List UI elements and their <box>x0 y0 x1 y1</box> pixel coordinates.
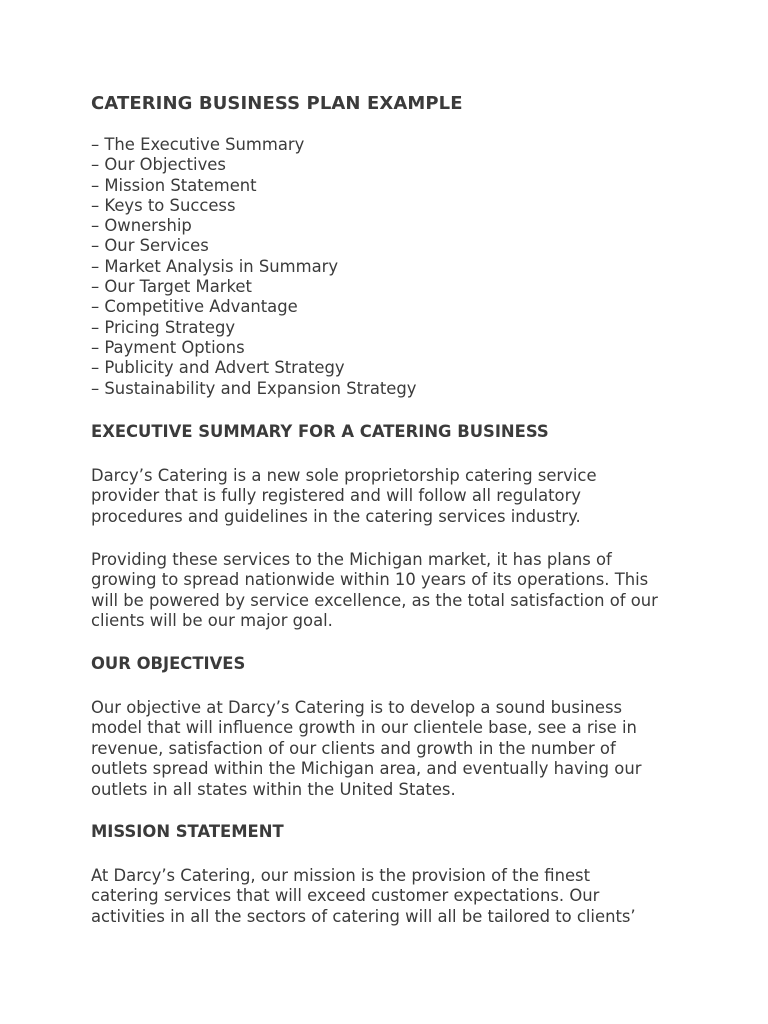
executive-summary-heading: EXECUTIVE SUMMARY FOR A CATERING BUSINESS <box>91 422 549 441</box>
toc-item: – Competitive Advantage <box>91 297 298 317</box>
text-line: clients will be our major goal. <box>91 611 333 631</box>
toc-item: – Our Services <box>91 236 209 256</box>
text-line: provider that is fully registered and will follow all regulatory <box>91 486 582 506</box>
document-title: CATERING BUSINESS PLAN EXAMPLE <box>91 93 463 114</box>
mission-statement-paragraph <box>91 866 691 927</box>
toc-item: – Market Analysis in Summary <box>91 256 339 276</box>
text-line: catering services that will exceed customer expectations. Our <box>91 886 600 906</box>
text-line: At Darcy’s Catering, our mission is the provision of the finest <box>91 866 591 885</box>
text-line: outlets spread within the Michigan area, and eventually having our <box>91 759 642 779</box>
objectives-paragraph <box>91 698 691 800</box>
mission-statement-heading: MISSION STATEMENT <box>91 822 284 841</box>
toc-item: – Mission Statement <box>91 175 257 195</box>
toc-item: – Pricing Strategy <box>91 317 236 337</box>
toc-item: – Sustainability and Expansion Strategy <box>91 378 417 398</box>
toc-item: – Keys to Success <box>91 195 236 215</box>
text-line: Providing these services to the Michigan market, it has plans of <box>91 550 612 569</box>
text-line: growing to spread nationwide within 10 years of its operations. This <box>91 570 649 590</box>
toc-item: – Publicity and Advert Strategy <box>91 358 345 378</box>
text-line: Our objective at Darcy’s Catering is to develop a sound business <box>91 698 623 717</box>
text-line: procedures and guidelines in the catering services industry. <box>91 506 581 526</box>
table-of-contents <box>91 135 416 399</box>
text-line: activities in all the sectors of catering will all be tailored to clients’ <box>91 906 636 926</box>
toc-item: – Payment Options <box>91 337 245 357</box>
objectives-heading: OUR OBJECTIVES <box>91 654 246 673</box>
executive-summary-paragraph-1 <box>91 466 691 527</box>
text-line: revenue, satisfaction of our clients and growth in the number of <box>91 738 616 758</box>
text-line: outlets in all states within the United States. <box>91 779 456 799</box>
toc-item: – Our Target Market <box>91 277 252 297</box>
executive-summary-paragraph-2 <box>91 550 691 632</box>
text-line: Darcy’s Catering is a new sole proprietorship catering service <box>91 466 597 485</box>
toc-item: – Our Objectives <box>91 155 226 175</box>
text-line: model that will influence growth in our clientele base, see a rise in <box>91 718 637 738</box>
toc-item: – The Executive Summary <box>91 135 305 154</box>
text-line: will be powered by service excellence, as the total satisfaction of our <box>91 590 658 610</box>
toc-item: – Ownership <box>91 216 192 236</box>
